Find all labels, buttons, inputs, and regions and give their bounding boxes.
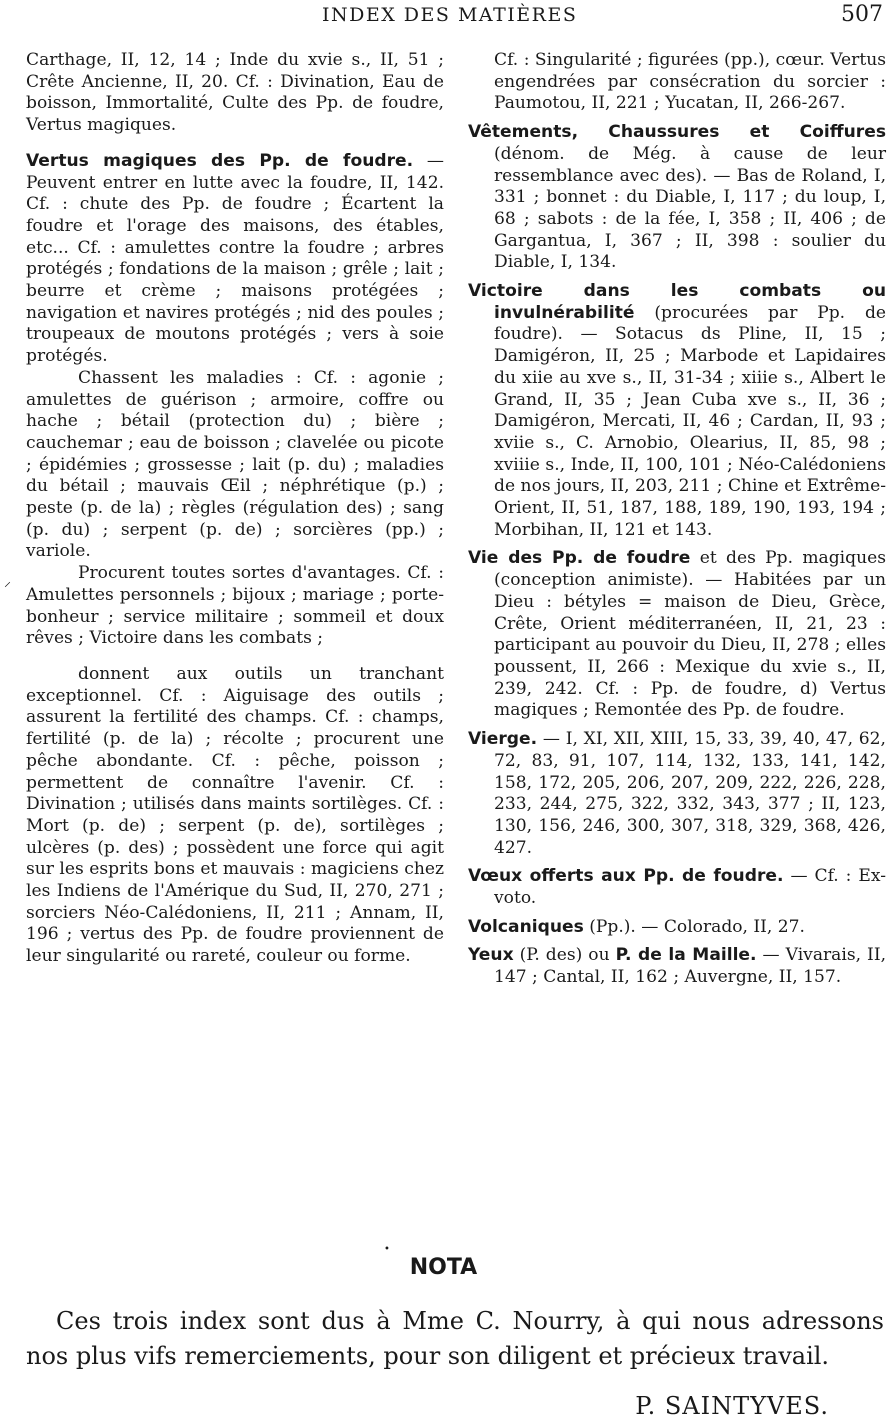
index-entry	[468, 281, 886, 541]
entry-dash: —	[426, 150, 444, 171]
page-header	[0, 0, 887, 32]
headword: Vierge.	[468, 729, 538, 750]
nota-title: NOTA	[409, 1255, 478, 1280]
index-entry	[468, 548, 886, 722]
nota-text: Ces trois index sont dus à Mme C. Nourry, à qui nous adressons nos plus vifs remerciements, pour son diligent et précieux travail.	[26, 1307, 884, 1370]
index-entry	[468, 866, 886, 909]
entry-text: (dénom. de Még. à cause de leur ressemblance avec des). — Bas de Roland, I, 331 ; bonnet : du Diable, I, 117 ; du loup, I, 68 ; sabots : de la fée, I, 358 ; II, 406 ; de Gargantua, I, 367 ; II, 398 : soulier du Diable, I, 134.	[494, 143, 886, 273]
carthage-paragraph: Carthage, II, 12, 14 ; Inde du xvie s., II, 51 ; Crête Ancienne, II, 20. Cf. : Divination, Eau de boisson, Immortalité, Culte des Pp. de foudre, Vertus magiques.	[26, 50, 444, 136]
index-entry	[468, 729, 886, 859]
vertus-entry	[26, 151, 444, 368]
outils-paragraph: donnent aux outils un tranchant exceptionnel. Cf. : Aiguisage des outils ; assurent la fertilité des champs. Cf. : champs, fertilité (p. de la) ; récolte ; procurent une pêche abondante. Cf. : pêche, poisson ; permettent de connaître l'avenir. Cf. : Divination ; utilisés dans maints sortilèges. Cf. : Mort (p. de) ; serpent (p. de), sortilèges ; ulcères (p. des) ; possèdent une force qui agit sur les esprits bons et mauvais : magiciens chez les Indiens de l'Amérique du Sud, II, 270, 271 ; sorciers Néo-Calédoniens, II, 211 ; Annam, II, 196 ; vertus des Pp. de foudre proviennent de leur singularité ou rareté, couleur ou forme.	[26, 663, 444, 967]
index-entry	[468, 945, 886, 988]
headword: Vœux offerts aux Pp. de foudre.	[468, 866, 784, 887]
headword: Volcaniques	[468, 916, 584, 937]
signature: P. SAINTYVES.	[635, 1392, 829, 1420]
headword: Victoire dans les combats ou invulnérabilité	[468, 281, 886, 323]
entry-text: — I, XI, XII, XIII, 15, 33, 39, 40, 47, 62, 72, 83, 91, 107, 114, 132, 133, 141, 142, 158, 172, 205, 206, 207, 209, 222, 226, 228, 233, 244, 275, 322, 332, 343, 377 ; II, 123, 130, 156, 246, 300, 307, 318, 329, 368, 426, 427.	[494, 729, 886, 858]
entry-text: — Cf. : Ex-voto.	[494, 866, 886, 909]
headword: Yeux	[468, 945, 514, 966]
maladies-paragraph: Chassent les maladies : Cf. : agonie ; amulettes de guérison ; armoire, coffre ou hache ; bétail (protection du) ; bière ; cauchemar ; eau de boisson ; clavelée ou picote ; épidémies ; grossesse ; lait (p. du) ; maladies du bétail ; mauvais Œil ; néphrétique (p.) ; peste (p. de la) ; règles (régulation des) ; sang (p. du) ; serpent (p. de) ; sorcières (pp.) ; variole.	[26, 367, 444, 562]
entry-text-secondary: — Vivarais, II, 147 ; Cantal, II, 162 ; Auvergne, II, 157.	[494, 945, 886, 988]
right-column	[468, 50, 886, 996]
index-entry	[468, 122, 886, 274]
headword: Vie des Pp. de foudre	[468, 548, 691, 569]
avantages-paragraph: Procurent toutes sortes d'avantages. Cf. : Amulettes personnels ; bijoux ; mariage ; porte-bonheur ; service militaire ; sommeil et doux rêves ; Victoire dans les combats ;	[26, 563, 444, 649]
page-number: 507	[841, 2, 883, 27]
continuation-paragraph: Cf. : Singularité ; figurées (pp.), cœur. Vertus engendrées par consécration du sorcier : Paumotou, II, 221 ; Yucatan, II, 266-267.	[494, 50, 886, 114]
ornament-dot: •	[384, 1244, 390, 1255]
entry-text: (Pp.). — Colorado, II, 27.	[589, 916, 805, 937]
running-title: INDEX DES MATIÈRES	[322, 4, 578, 26]
entry-text: (P. des) ou	[519, 945, 610, 966]
left-column	[26, 50, 444, 968]
headword: Vêtements, Chaussures et Coiffures	[468, 122, 886, 143]
index-entry	[468, 917, 886, 939]
margin-mark: ⸝	[4, 574, 11, 590]
headword-secondary: P. de la Maille.	[615, 945, 757, 966]
headword: Vertus magiques des Pp. de foudre.	[26, 150, 414, 171]
entry-text: Peuvent entrer en lutte avec la foudre, II, 142. Cf. : chute des Pp. de foudre ; Écartent la foudre et l'orage des maisons, des étables, etc... Cf. : amulettes contre la foudre ; arbres protégés ; fondations de la maison ; grêle ; lait ; beurre et crème ; maisons protégées ; navigation et navires protégés ; nid des poules ; troupeaux de moutons protégés ; vers à soie protégés.	[26, 172, 444, 367]
entry-text: et des Pp. magiques (conception animiste). — Habitées par un Dieu : bétyles = maison de Dieu, Grèce, Crête, Orient méditerranéen, II, 21, 23 : participant au pouvoir du Dieu, II, 278 ; elles poussent, II, 266 : Mexique du xvie s., II, 239, 242. Cf. : Pp. de foudre, d) Vertus magiques ; Remontée des Pp. de foudre.	[494, 548, 886, 721]
entry-text: (procurées par Pp. de foudre). — Sotacus ds Pline, II, 15 ; Damigéron, II, 25 ; Marbode et Lapidaires du xiie au xve s., II, 31-34 ; xiiie s., Albert le Grand, II, 35 ; Jean Cuba xve s., II, 36 ; Damigéron, Mercati, II, 46 ; Cardan, II, 93 ; xviie s., C. Arnobio, Olearius, II, 85, 98 ; xviiie s., Inde, II, 100, 101 ; Néo-Calédoniens de nos jours, II, 203, 211 ; Chine et Extrême-Orient, II, 51, 187, 188, 189, 190, 193, 194 ; Morbihan, II, 121 et 143.	[494, 302, 887, 540]
